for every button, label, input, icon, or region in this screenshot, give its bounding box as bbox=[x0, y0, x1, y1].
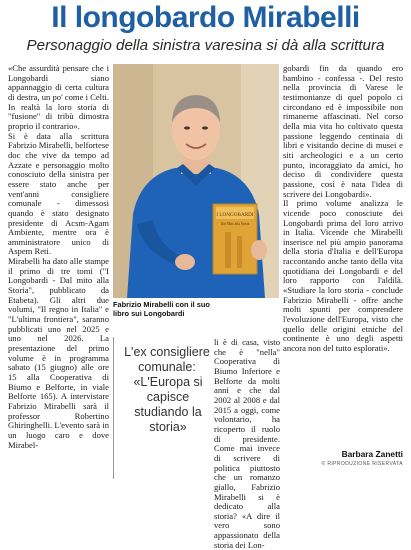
photo-caption: Fabrizio Mirabelli con il suo libro sui Longobardi bbox=[113, 300, 210, 318]
author-signature: Barbara Zanetti bbox=[341, 449, 403, 459]
book-subtitle: Dal Mito alla Storia bbox=[220, 222, 250, 226]
pull-quote-text: «L'Europa si capisce studiando la storia» bbox=[133, 375, 203, 434]
article-photo bbox=[113, 64, 279, 298]
paragraph: «Che assurdità pensare che i Longobardi siano appannaggio di certa cultura di destra, un po' come i Celti. In realtà la loro storia di "fusione" di tribù dimostra proprio il contrario». bbox=[8, 63, 109, 131]
paragraph: Mirabelli ha dato alle stampe il primo di tre tomi ("I Longobardi - Dal mito alla Storia", pubblicato da Etabeta). Gli altri due volumi, "Il regno in Italia" e "L'ultima frontiera", saranno pubblicati uno nel 2025 e uno nel 2026. La presentazione del primo volume è in programma sabato (15 giugno) alle ore 15 alla Cooperativa di Biumo e Belforte, in viale Belforte 165). A intervistare Fabrizio Mirabelli sarà il professor Robertino Ghiringhelli. L'evento sarà in un luogo caro e dove Mirabel- bbox=[8, 256, 109, 450]
article-column-right bbox=[283, 64, 403, 448]
pull-quote bbox=[113, 337, 212, 479]
subtitle: Personaggio della sinistra varesina si dà alla scrittura bbox=[26, 37, 385, 54]
paragraph: Si è data alla scrittura Fabrizio Mirabelli, belfortese doc che vive da tempo ad Azzate e personaggio molto conosciuto della sinistra per essere stato anche per vent'anni consigliere comunale - dimessosi quando è stato designato presidente di Acsm-Agam Ambiente, mentre ora è amministratore unico di Aspem Reti. bbox=[8, 130, 109, 257]
paragraph: Il primo volume analizza le vicende poco conosciute dei Longobardi prima del loro arrivo in Italia. Vicende che Mirabelli inserisce nel più ampio panorama della storia d'Italia e dell'Europa raccontando anche tanto della vita quotidiana dei Longobardi e del loro rapporto con l'aldilà. «Studiare la loro storia - conclude Fabrizio Mirabelli - offre anche molti spunti per comprendere l'evoluzione dell'Europa, visto che quello delle origini etniche del continente è uno degli aspetti ancora non del tutto esplorati». bbox=[283, 198, 403, 354]
headline: Il longobardo Mirabelli bbox=[51, 1, 360, 34]
rights-notice: © RIPRODUZIONE RISERVATA bbox=[321, 461, 403, 467]
paragraph: gobardi fin da quando ero bambino - confessa -. Del resto nella provincia di Varese le testimonianze di quel popolo ci circondano ed è impossibile non rimanerne affascinati. Nel corso della mia vita ho coltivato questa passione leggendo centinaia di libri e visitando decine di musei e siti archeologici e a un certo punto, incoraggiato da amici, ho deciso di condividere questa passione, così è nata l'idea di scrivere dei Longobardi». bbox=[283, 63, 403, 199]
article-column-left bbox=[8, 64, 109, 480]
pull-quote-label: L'ex consigliere comunale: bbox=[124, 345, 210, 374]
paragraph: li è di casa, visto che è "nella" Cooperativa di Biumo Inferiore e Belforte da molti anni e che dal 2002 al 2008 e dal 2015 a oggi, come volontario, ha ricoperto il ruolo di presidente. Come mai invece di scrivere di politica piuttosto che un romanzo giallo, Fabrizio Mirabelli si è dedicato alla storia? «A dire il vero sono appassionato della storia dei Lon- bbox=[214, 337, 280, 550]
article-column-middle bbox=[214, 337, 280, 550]
book-title: I LONGOBARDI bbox=[216, 212, 254, 218]
